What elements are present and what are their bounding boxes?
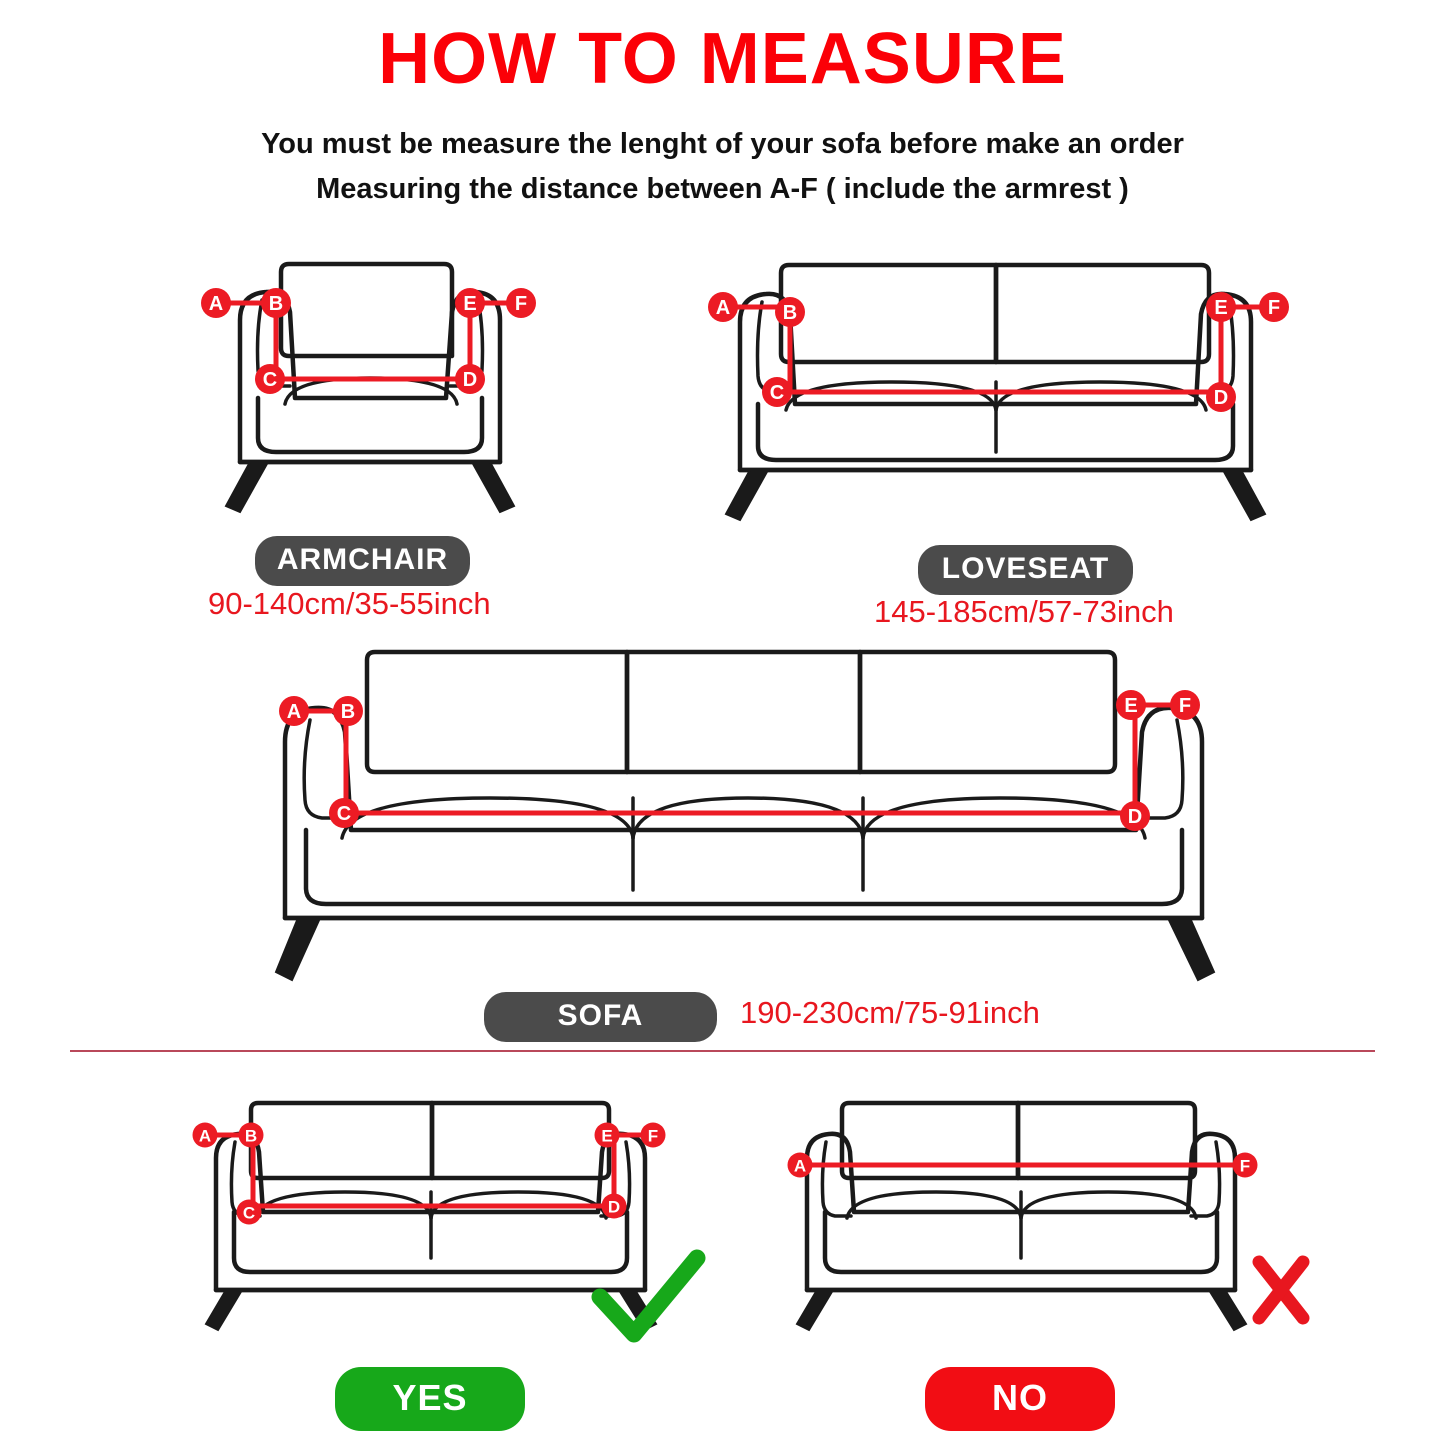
sofa-caption: SOFA bbox=[484, 992, 717, 1042]
svg-text:A: A bbox=[198, 1126, 212, 1146]
yes-point-e bbox=[595, 1123, 620, 1148]
loveseat-dimension: 145-185cm/57-73inch bbox=[874, 594, 1174, 629]
armchair-point-b bbox=[261, 288, 291, 318]
svg-text:C: C bbox=[769, 382, 785, 404]
armchair-dimension: 90-140cm/35-55inch bbox=[208, 586, 491, 621]
svg-text:F: F bbox=[647, 1126, 659, 1146]
svg-text:D: D bbox=[1127, 806, 1143, 828]
no-point-a bbox=[788, 1153, 813, 1178]
svg-text:B: B bbox=[340, 701, 356, 723]
armchair-caption: ARMCHAIR bbox=[255, 536, 470, 586]
svg-text:C: C bbox=[242, 1203, 256, 1223]
cross-mark-icon bbox=[1259, 1262, 1303, 1318]
svg-text:D: D bbox=[462, 369, 478, 391]
loveseat-illustration bbox=[708, 265, 1289, 520]
svg-text:C: C bbox=[336, 803, 352, 825]
yes-point-a bbox=[193, 1123, 218, 1148]
sofa-dimension: 190-230cm/75-91inch bbox=[740, 995, 1040, 1030]
loveseat-point-f bbox=[1259, 292, 1289, 322]
correct-example-illustration bbox=[193, 1103, 698, 1334]
armchair-point-e bbox=[455, 288, 485, 318]
sofa-point-e bbox=[1116, 690, 1146, 720]
sofa-point-d bbox=[1120, 801, 1150, 831]
check-mark-icon bbox=[600, 1258, 697, 1334]
sofa-point-b bbox=[333, 696, 363, 726]
svg-text:F: F bbox=[1239, 1156, 1251, 1176]
svg-text:E: E bbox=[601, 1126, 613, 1146]
no-point-f bbox=[1233, 1153, 1258, 1178]
yes-point-d bbox=[602, 1194, 627, 1219]
svg-text:E: E bbox=[463, 293, 477, 315]
svg-text:A: A bbox=[286, 701, 302, 723]
sofa-point-f bbox=[1170, 690, 1200, 720]
page-title: HOW TO MEASURE bbox=[378, 19, 1067, 99]
yes-point-b bbox=[239, 1123, 264, 1148]
loveseat-point-e bbox=[1206, 292, 1236, 322]
yes-badge: YES bbox=[335, 1367, 525, 1431]
svg-text:B: B bbox=[244, 1126, 258, 1146]
armchair-point-c bbox=[255, 364, 285, 394]
svg-text:C: C bbox=[262, 369, 278, 391]
svg-text:F: F bbox=[514, 293, 528, 315]
no-badge: NO bbox=[925, 1367, 1115, 1431]
svg-text:B: B bbox=[268, 293, 284, 315]
yes-point-f bbox=[641, 1123, 666, 1148]
svg-text:D: D bbox=[1213, 387, 1229, 409]
subtitle-line-1: You must be measure the lenght of your sofa before make an order bbox=[261, 128, 1184, 160]
armchair-point-d bbox=[455, 364, 485, 394]
loveseat-point-b bbox=[775, 297, 805, 327]
svg-text:E: E bbox=[1124, 695, 1138, 717]
armchair-point-a bbox=[201, 288, 231, 318]
svg-text:D: D bbox=[607, 1197, 621, 1217]
svg-text:A: A bbox=[208, 293, 224, 315]
yes-point-c bbox=[237, 1200, 262, 1225]
sofa-point-c bbox=[329, 798, 359, 828]
loveseat-point-a bbox=[708, 292, 738, 322]
svg-text:A: A bbox=[793, 1156, 807, 1176]
svg-text:E: E bbox=[1214, 297, 1228, 319]
svg-text:F: F bbox=[1178, 695, 1192, 717]
armchair-illustration bbox=[201, 264, 536, 512]
svg-text:F: F bbox=[1267, 297, 1281, 319]
svg-text:A: A bbox=[715, 297, 731, 319]
loveseat-point-d bbox=[1206, 382, 1236, 412]
loveseat-point-c bbox=[762, 377, 792, 407]
armchair-point-f bbox=[506, 288, 536, 318]
subtitle-line-2: Measuring the distance between A-F ( include the armrest ) bbox=[316, 173, 1129, 205]
loveseat-caption: LOVESEAT bbox=[918, 545, 1133, 595]
sofa-point-a bbox=[279, 696, 309, 726]
sofa-illustration bbox=[276, 652, 1214, 980]
section-divider bbox=[70, 1050, 1375, 1052]
incorrect-example-illustration bbox=[788, 1103, 1304, 1330]
svg-text:B: B bbox=[782, 302, 798, 324]
